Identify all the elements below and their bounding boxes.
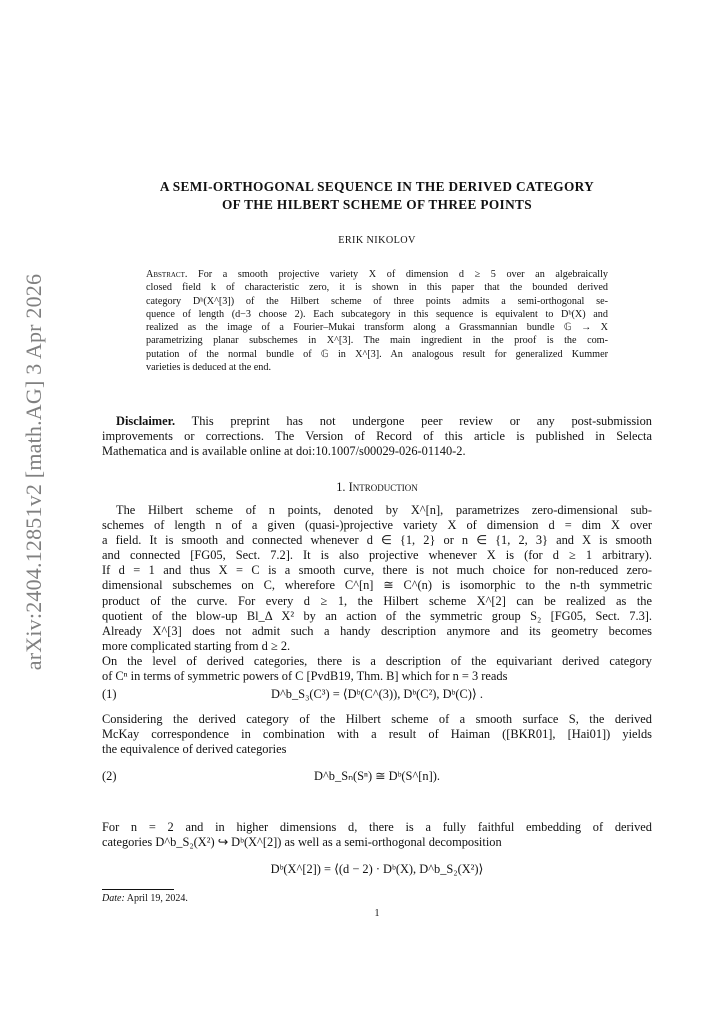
body-line: categories D^b_S₂(X²) ↪ Dᵇ(X^[2]) as well as a semi-orthogonal decomposition	[102, 835, 502, 850]
equation-2	[102, 768, 652, 784]
paragraph-mckay	[102, 712, 652, 757]
intro-line: a field. It is smooth and connected whenever d ∈ {1, 2} or n ∈ {1, 2, 3} and X is smooth	[102, 533, 652, 548]
footnote-value: April 19, 2024.	[126, 893, 188, 904]
paper-title	[102, 178, 652, 214]
intro-line: On the level of derived categories, there is a description of the equivariant derived category	[102, 653, 652, 668]
body-line: For n = 2 and in higher dimensions d, there is a fully faithful embedding of derived	[102, 820, 652, 834]
abstract-line: realized as the image of a Fourier–Mukai transform along a Grassmannian bundle 𝔾 → X	[146, 322, 608, 334]
disclaimer	[102, 414, 652, 459]
arxiv-identifier-stamp: arXiv:2404.12851v2 [math.AG] 3 Apr 2026	[21, 273, 47, 671]
section-heading: 1. Introduction	[336, 480, 418, 494]
abstract-label: Abstract.	[146, 269, 188, 280]
equation-number: (1)	[102, 687, 117, 701]
disclaimer-line: Disclaimer. This preprint has not undergone peer review or any post-submission	[116, 414, 652, 428]
body-line: the equivalence of derived categories	[102, 742, 287, 757]
intro-line: and connected [FG05, Sect. 7.2]. It is also projective whenever X is (for d ≥ 1 arbitrary).	[102, 548, 652, 563]
abstract-line: parametrizing planar subschemes in X^[3]. The main ingredient in the proof is the com-	[146, 335, 608, 347]
abstract-line: category Dᵇ(X^[3]) of the Hilbert scheme of three points admits a semi-orthogonal se-	[146, 295, 608, 307]
title-line-1: A SEMI-ORTHOGONAL SEQUENCE IN THE DERIVED CATEGORY	[159, 179, 595, 194]
disclaimer-line: improvements or corrections. The Version of Record of this article is published in Selecta	[102, 429, 652, 444]
intro-line: Already X^[3] does not admit such a handy description anymore and its geometry becomes	[102, 623, 652, 638]
equation-text: D^b_S₃(C³) = ⟨Dᵇ(C^(3)), Dᵇ(C²), Dᵇ(C)⟩ .	[271, 687, 483, 701]
abstract-line: closed field k of characteristic zero, it is shown in this paper that the bounded derived	[146, 282, 608, 294]
footnote-label: Date:	[102, 893, 125, 904]
intro-line: If d = 1 and thus X = C is a smooth curve, there is not much choice for non-reduced zero-	[102, 563, 652, 578]
body-line: McKay correspondence in combination with a result of Haiman ([BKR01], [Hai01]) yields	[102, 727, 652, 742]
body-line: Considering the derived category of the Hilbert scheme of a smooth surface S, the derived	[102, 712, 652, 726]
disclaimer-label: Disclaimer.	[116, 414, 176, 428]
intro-line: more complicated starting from d ≥ 2.	[102, 638, 291, 653]
intro-line: schemes of length n of a given (quasi-)projective variety X of dimension d = dim X over	[102, 518, 652, 533]
equation-text: D^b_Sₙ(Sⁿ) ≅ Dᵇ(S^[n]).	[314, 769, 440, 783]
intro-line: of Cⁿ in terms of symmetric powers of C [PvdB19, Thm. B] which for n = 3 reads	[102, 669, 508, 684]
introduction-paragraph	[102, 503, 652, 684]
paragraph-embedding	[102, 820, 652, 850]
equation-1	[102, 686, 652, 702]
abstract-line: quence of length (d−3 choose 2). Each subcategory in this sequence is equivalent to Dᵇ(X) and	[146, 308, 608, 320]
abstract	[146, 268, 608, 374]
abstract-line: Abstract. For a smooth projective variety X of dimension d ≥ 5 over an algebraically	[146, 269, 609, 280]
author-name: ERIK NIKOLOV	[338, 235, 416, 246]
intro-line: quotient of the blow-up Bl_Δ X² by an action of the symmetric group S₂ [FG05, Sect. 7.3].	[102, 608, 652, 623]
page-number: 1	[374, 908, 380, 919]
intro-line: dimensional subschemes on C, wherefore C^[n] ≅ C^(n) is isomorphic to the n-th symmetric	[102, 578, 652, 593]
equation-text: Dᵇ(X^[2]) = ⟨(d − 2) · Dᵇ(X), D^b_S₂(X²)⟩	[270, 862, 484, 876]
intro-line: product of the curve. For every d ≥ 1, the Hilbert scheme X^[2] can be realized as the	[102, 593, 652, 608]
title-line-2: OF THE HILBERT SCHEME OF THREE POINTS	[221, 197, 532, 212]
footnote-date	[102, 893, 188, 904]
abstract-line: putation of the normal bundle of 𝔾 in X^[3]. An analogous result for generalized Kummer	[146, 348, 608, 360]
equation-3	[102, 861, 652, 877]
footnote-rule	[102, 889, 174, 890]
disclaimer-line: Mathematica and is available online at doi:10.1007/s00029-026-01140-2.	[102, 444, 466, 459]
equation-number: (2)	[102, 769, 117, 783]
abstract-line: varieties is deduced at the end.	[146, 362, 272, 374]
intro-line: The Hilbert scheme of n points, denoted by X^[n], parametrizes zero-dimensional sub-	[116, 503, 652, 517]
